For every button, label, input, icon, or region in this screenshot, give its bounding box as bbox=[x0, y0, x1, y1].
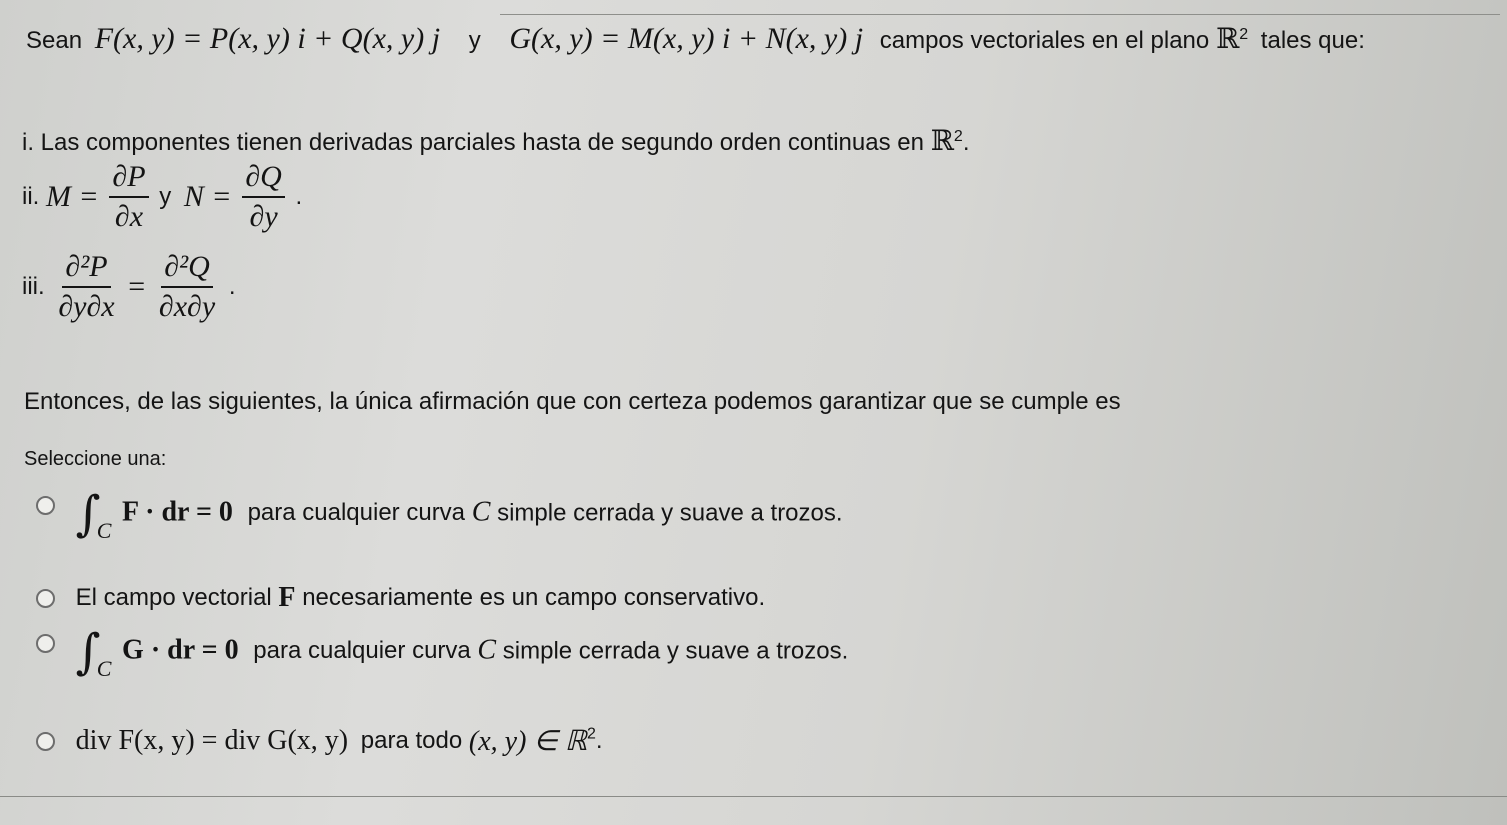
fraction-denominator: ∂x bbox=[114, 200, 144, 233]
condition-iii-equals: = bbox=[128, 270, 146, 303]
plane-exponent: 2 bbox=[1239, 26, 1249, 43]
option-3-curve: C bbox=[477, 634, 497, 666]
intro-connector: y bbox=[468, 27, 481, 54]
plane-symbol: ℝ bbox=[1215, 22, 1240, 55]
option-1-expression: F · dr = 0 bbox=[122, 496, 233, 528]
condition-i-exp: 2 bbox=[953, 128, 963, 145]
option-3-radio[interactable] bbox=[36, 634, 55, 653]
intro-tail: tales que: bbox=[1260, 27, 1365, 54]
condition-iii-end: . bbox=[228, 273, 236, 300]
condition-i-text: Las componentes tienen derivadas parciales hasta de segundo orden continuas en bbox=[40, 129, 924, 156]
option-3-expression: G · dr = 0 bbox=[122, 634, 239, 666]
fraction-denominator: ∂y bbox=[249, 200, 278, 233]
fraction-numerator: ∂²Q bbox=[161, 250, 212, 288]
bottom-divider bbox=[0, 796, 1507, 797]
fraction-denominator: ∂y∂x bbox=[58, 290, 115, 323]
condition-ii bbox=[22, 160, 302, 234]
option-1-text: para cualquier curva bbox=[247, 499, 466, 527]
option-2-radio[interactable] bbox=[36, 589, 55, 608]
condition-i-space: ℝ bbox=[930, 124, 954, 157]
integral-sign: ∫ bbox=[75, 486, 101, 542]
F-definition: F(x, y) = P(x, y) i + Q(x, y) j bbox=[94, 22, 441, 55]
condition-ii-lhs1: M = bbox=[46, 180, 99, 213]
option-2-text-a: El campo vectorial bbox=[75, 584, 272, 611]
condition-ii-end: . bbox=[295, 183, 303, 210]
option-4-expression: div F(x, y) = div G(x, y) bbox=[75, 725, 349, 756]
option-2-bold-F: F bbox=[278, 582, 296, 613]
integral-sign: ∫ bbox=[75, 624, 101, 680]
mixed-partial-P-fraction bbox=[55, 250, 117, 324]
intro-prefix: Sean bbox=[26, 27, 83, 54]
fraction-numerator: ∂Q bbox=[242, 160, 285, 198]
condition-i bbox=[22, 124, 969, 157]
option-2[interactable] bbox=[36, 582, 765, 614]
option-1-radio[interactable] bbox=[36, 496, 55, 515]
condition-ii-lhs2: N = bbox=[183, 180, 232, 213]
option-1-curve: C bbox=[471, 496, 491, 528]
option-3-rest: simple cerrada y suave a trozos. bbox=[502, 637, 849, 665]
option-4-end: . bbox=[595, 727, 603, 754]
intro-line bbox=[26, 22, 1365, 56]
condition-ii-connector: y bbox=[159, 183, 172, 210]
top-divider bbox=[500, 14, 1500, 15]
fraction-numerator: ∂²P bbox=[62, 250, 110, 288]
option-1[interactable] bbox=[36, 486, 843, 544]
option-3[interactable] bbox=[36, 624, 849, 682]
condition-i-label: i. bbox=[22, 129, 34, 156]
question-text: Entonces, de las siguientes, la única afirmación que con certeza podemos garantizar que se cumple es bbox=[24, 388, 1121, 415]
option-3-text: para cualquier curva bbox=[253, 637, 471, 665]
option-4-text: para todo bbox=[360, 727, 463, 754]
integral-subscript: C bbox=[96, 518, 112, 544]
G-definition: G(x, y) = M(x, y) i + N(x, y) j bbox=[509, 22, 864, 55]
option-4-domain: (x, y) ∈ ℝ bbox=[468, 726, 587, 757]
option-2-text-b: necesariamente es un campo conservativo. bbox=[302, 584, 766, 611]
option-1-rest: simple cerrada y suave a trozos. bbox=[497, 499, 843, 527]
condition-i-end: . bbox=[962, 129, 970, 156]
option-4-radio[interactable] bbox=[36, 732, 55, 751]
integral-subscript: C bbox=[96, 656, 112, 682]
partial-Q-y-fraction bbox=[242, 160, 285, 234]
condition-iii bbox=[22, 250, 236, 324]
select-label: Seleccione una: bbox=[24, 448, 167, 470]
option-4[interactable] bbox=[36, 724, 603, 758]
condition-iii-label: iii. bbox=[22, 273, 45, 300]
fraction-denominator: ∂x∂y bbox=[158, 290, 216, 323]
fraction-numerator: ∂P bbox=[109, 160, 148, 198]
option-4-exp: 2 bbox=[586, 725, 596, 743]
mixed-partial-Q-fraction bbox=[156, 250, 218, 324]
condition-ii-label: ii. bbox=[22, 183, 40, 210]
intro-suffix: campos vectoriales en el plano bbox=[879, 27, 1210, 54]
partial-P-x-fraction bbox=[109, 160, 148, 234]
